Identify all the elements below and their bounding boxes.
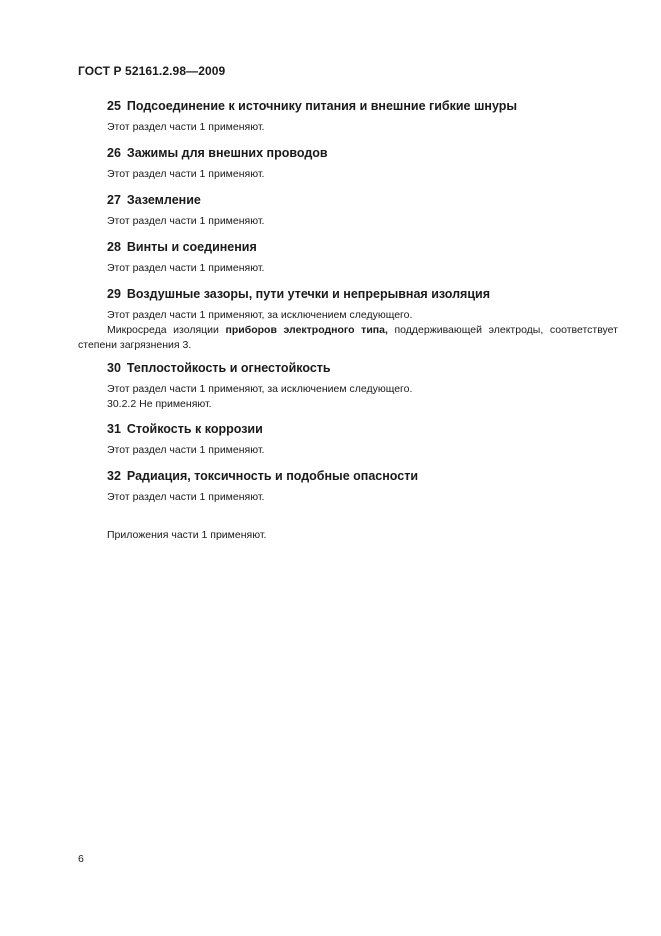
- section-title-text: Винты и соединения: [126, 240, 257, 254]
- section-title: [78, 468, 618, 484]
- section-title-text: Заземление: [126, 193, 201, 207]
- section-title: [78, 360, 618, 376]
- section-title: [78, 98, 618, 114]
- section-paragraph: Этот раздел части 1 применяют.: [107, 262, 265, 274]
- section-paragraph: Этот раздел части 1 применяют.: [107, 215, 265, 227]
- section-32: [78, 468, 618, 505]
- section-31: [78, 421, 618, 458]
- section-title-text: Воздушные зазоры, пути утечки и непрерывная изоляция: [126, 287, 491, 301]
- annex-note: Приложения части 1 применяют.: [107, 529, 267, 541]
- section-number: 28: [107, 240, 121, 254]
- section-title: [78, 192, 618, 208]
- section-title-text: Теплостойкость и огнестойкость: [126, 361, 331, 375]
- section-paragraph: Этот раздел части 1 применяют, за исключением следующего.: [107, 383, 413, 395]
- section-number: 31: [107, 422, 121, 436]
- section-title: [78, 286, 618, 302]
- paragraph-text: Микросреда изоляции: [107, 324, 226, 336]
- section-title: [78, 145, 618, 161]
- section-paragraph: Этот раздел части 1 применяют.: [107, 121, 265, 133]
- section-paragraph-rich: [78, 323, 618, 353]
- section-title: [78, 421, 618, 437]
- paragraph-bold-term: приборов электродного типа,: [225, 324, 388, 336]
- section-28: [78, 239, 618, 276]
- section-number: 30: [107, 361, 121, 375]
- annex-note-block: [78, 528, 618, 543]
- section-title-text: Стойкость к коррозии: [126, 422, 263, 436]
- section-title-text: Подсоединение к источнику питания и внешние гибкие шнуры: [126, 99, 518, 113]
- page-number: 6: [78, 853, 84, 865]
- section-paragraph: Этот раздел части 1 применяют.: [107, 444, 265, 456]
- section-29: [78, 286, 618, 353]
- section-30: [78, 360, 618, 412]
- section-25: [78, 98, 618, 135]
- section-number: 26: [107, 146, 121, 160]
- paragraph-text: поддерживающей электроды, соответствует степени загрязнения 3.: [78, 324, 618, 351]
- section-paragraph: 30.2.2 Не применяют.: [107, 398, 212, 410]
- section-title: [78, 239, 618, 255]
- section-number: 27: [107, 193, 121, 207]
- section-number: 32: [107, 469, 121, 483]
- section-number: 29: [107, 287, 121, 301]
- section-paragraph: Этот раздел части 1 применяют.: [107, 491, 265, 503]
- section-26: [78, 145, 618, 182]
- section-paragraph: Этот раздел части 1 применяют, за исключением следующего.: [107, 309, 413, 321]
- section-paragraph: Этот раздел части 1 применяют.: [107, 168, 265, 180]
- section-27: [78, 192, 618, 229]
- section-title-text: Зажимы для внешних проводов: [126, 146, 328, 160]
- section-number: 25: [107, 99, 121, 113]
- document-header: ГОСТ Р 52161.2.98—2009: [78, 64, 226, 78]
- section-title-text: Радиация, токсичность и подобные опасности: [126, 469, 419, 483]
